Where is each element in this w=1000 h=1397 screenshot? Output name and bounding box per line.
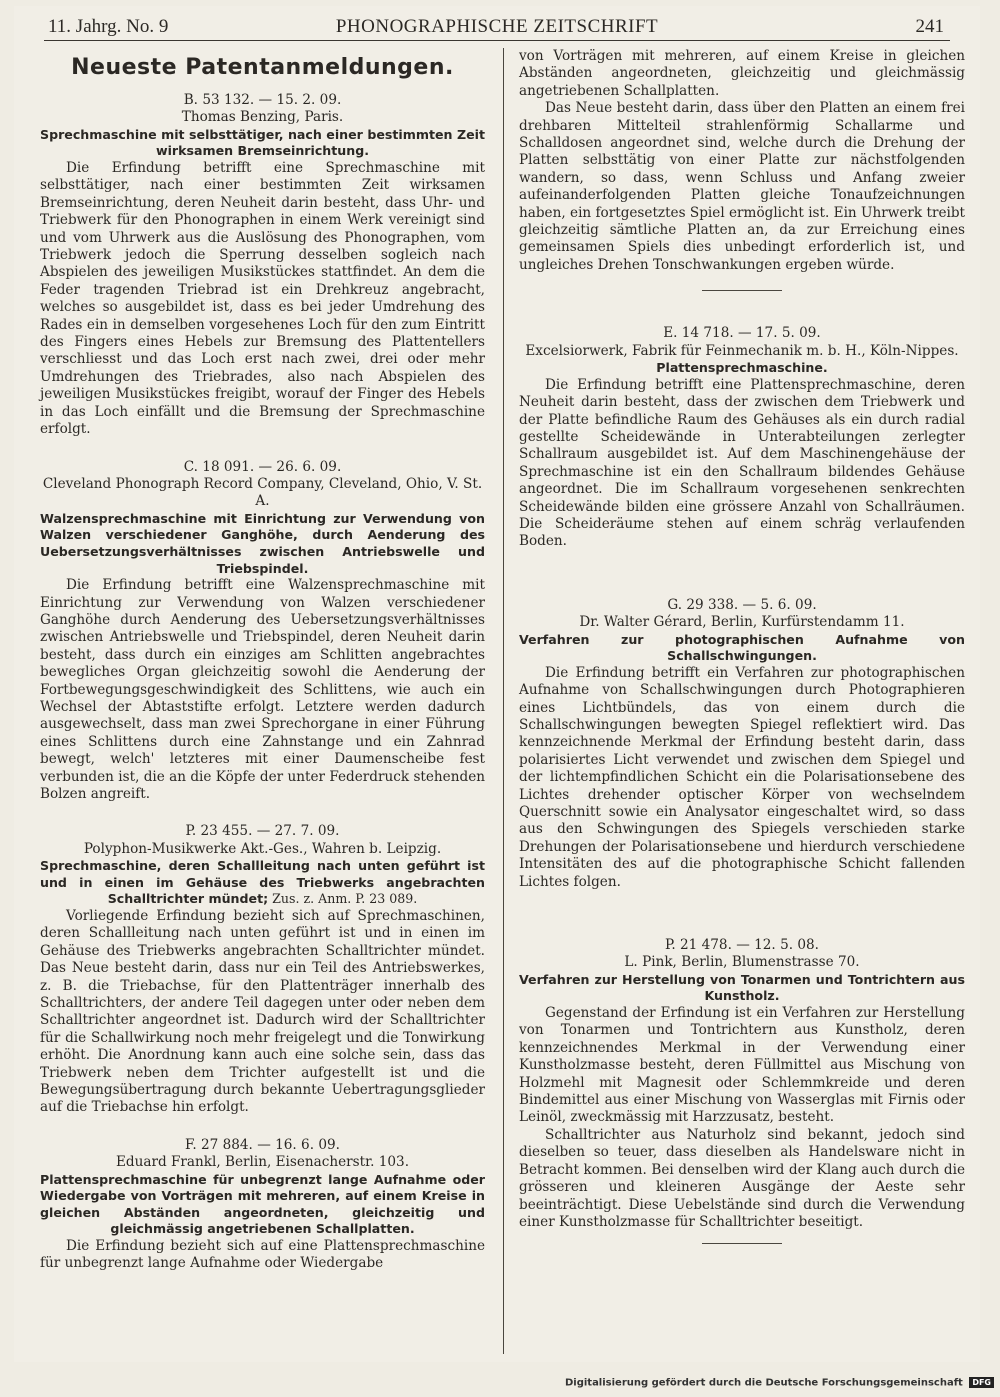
applicant: Excelsiorwerk, Fabrik für Feinmechanik m. b. H., Köln-Nippes. bbox=[525, 342, 959, 359]
application-number: P. 21 478. — 12. 5. 08. bbox=[664, 937, 819, 954]
patent-subject-note: Zus. z. Anm. P. 23 089. bbox=[268, 891, 418, 907]
applicant: L. Pink, Berlin, Blumenstrasse 70. bbox=[624, 954, 860, 971]
patent-subject-title: Sprechmaschine, deren Schallleitung nach unten geführt ist und in einen im Gehäuse des Triebwerks angebrachten Schalltrichter mündet; bbox=[40, 858, 485, 907]
right-column bbox=[519, 48, 965, 1278]
patent-description: Gegenstand der Erfindung ist ein Verfahren zur Herstellung von Tonarmen und Tontrichtern aus Kunstholz, deren kennzeichnendes Merkmal in der Verwendung einer Kunstholzmasse besteht, deren Füllmittel aus Mischung von Holzmehl mit Magnesit oder Schlemmkreide und deren Bindemittel aus einer Mischung von Wasserglas mit Firnis oder Leinöl, zweckmässig mit Harzzusatz, besteht. bbox=[519, 1005, 965, 1126]
section-title: Neueste Patentanmeldungen. bbox=[71, 55, 454, 80]
patent-entry bbox=[40, 1137, 485, 1273]
application-number: C. 18 091. — 26. 6. 09. bbox=[183, 458, 342, 475]
column-divider bbox=[503, 48, 504, 1354]
patent-entry bbox=[519, 325, 965, 550]
applicant: Thomas Benzing, Paris. bbox=[181, 109, 344, 126]
applicant: Dr. Walter Gérard, Berlin, Kurfürstendamm 11. bbox=[579, 614, 905, 631]
patent-description: Die Erfindung betrifft eine Sprechmaschine mit selbsttätiger, nach einer bestimmten Zeit wirksamen Bremseinrichtung, deren Neuheit darin besteht, dass Uhr- und Triebwerk für den Phonographen in einem Werk vereinigt sind und vom Uhrwerk aus die Auslösung des Phonographen, vom Triebwerk jedoch die Sperrung desselben sogleich nach Abspielen des jeweiligen Musikstückes stattfindet. An dem die Feder tragenden Triebrad ist ein Drehkreuz angebracht, welches so ausgebildet ist, dass es bei jeder Umdrehung des Rades ein in demselben vorgesehenes Loch für den zum Eintritt des Fingers eines Hebels zur Bremsung des Plattentellers verschliesst und das Loch erst nach zwei, drei oder mehr Umdrehungen des Triebrades, also nach Abspielen des jeweiligen Musikstückes freigibt, worauf der Finger des Hebels in das Loch einfällt und die Bremsung der Sprechmaschine erfolgt. bbox=[40, 160, 485, 438]
patent-description-continued: von Vorträgen mit mehreren, auf einem Kreise in gleichen Abständen angeordneten, gleichzeitig und gleichmässig angetriebenen Schallplatten. bbox=[519, 48, 965, 99]
patent-description: Die Erfindung betrifft eine Walzensprechmaschine mit Einrichtung zur Verwendung von Walzen verschiedener Ganghöhe durch Aenderung des Uebersetzungsverhältnisses zwischen Antriebswelle und Triebspindel, deren Neuheit darin besteht, dass durch ein einziges am Schlitten angebrachtes bewegliches Organ gleichzeitig sowohl die Aenderung der Fortbewegungsgeschwindigkeit des Schlittens, wie auch ein Wechsel der Abtaststifte erfolgt. Letztere werden dadurch ausgewechselt, dass man zwei Sprechorgane in einer Führung eines Schlittens durch eine Zahnstange und ein Zahnrad bewegt, welch' letzteres mit einer Daumenscheibe fest verbunden ist, die an die Köpfe der unter Federdruck stehenden Bolzen angreift. bbox=[40, 577, 485, 802]
patent-description: Vorliegende Erfindung bezieht sich auf Sprechmaschinen, deren Schallleitung nach unten geführt ist und in einen im Gehäuse des Triebwerks angebrachten Schalltrichter mündet. Das Neue besteht darin, dass nur ein Teil des Antriebswerkes, z. B. die Triebachse, für den Plattenträger innerhalb des Schalltrichters, der andere Teil dagegen unter oder neben dem Schalltrichter angeordnet ist. Dadurch wird der Schalltrichter für die Schallwirkung noch mehr freigelegt und die Tonwirkung erhöht. Die Anordnung kann auch eine solche sein, dass das Triebwerk neben dem Trichter aufgestellt ist und die Bewegungsübertragung durch bekannte Uebertragungsglieder auf die Triebachse hin erfolgt. bbox=[40, 907, 485, 1116]
application-number: G. 29 338. — 5. 6. 09. bbox=[667, 596, 817, 613]
application-number: P. 23 455. — 27. 7. 09. bbox=[185, 823, 340, 840]
digitization-credit bbox=[565, 1377, 994, 1389]
page bbox=[14, 6, 980, 1362]
journal-title: PHONOGRAPHISCHE ZEITSCHRIFT bbox=[335, 16, 659, 37]
left-column bbox=[40, 48, 485, 1273]
patent-description: Die Erfindung betrifft eine Plattensprechmaschine, deren Neuheit darin besteht, dass der zwischen dem Triebwerk und der Platte befindliche Raum des Gehäuses als ein durch radial gestellte Scheidewände in Unterabteilungen zerlegter Schallraum ausgebildet ist. Auf dem Maschinengehäuse der Sprechmaschine ist ein den Schallraum bildendes Gehäuse angeordnet. Die im Schallraum vorgesehenen senkrechten Scheidewände bilden eine grössere Anzahl von Schallräumen. Die Scheideräume stehen auf einem schräg verlaufenden Boden. bbox=[519, 376, 965, 550]
application-number: F. 27 884. — 16. 6. 09. bbox=[185, 1136, 340, 1153]
patent-subject: Sprechmaschine mit selbsttätiger, nach einer bestimmten Zeit wirksamen Bremseinrichtung. bbox=[40, 126, 485, 159]
page-number: 241 bbox=[915, 16, 944, 37]
application-number: E. 14 718. — 17. 5. 09. bbox=[663, 325, 821, 342]
running-header bbox=[44, 12, 950, 41]
applicant: Polyphon-Musikwerke Akt.-Ges., Wahren b. Leipzig. bbox=[83, 840, 442, 857]
end-rule bbox=[702, 1243, 782, 1244]
patent-description: Die Erfindung betrifft ein Verfahren zur photographischen Aufnahme von Schallschwingungen durch Photographieren eines Lichtbündels, das von einem durch die Schallschwingungen bewegten Spiegel reflektiert wird. Das kennzeichnende Merkmal der Erfindung besteht darin, dass polarisiertes Licht verwendet und zwischen dem Spiegel und der lichtempfindlichen Schicht ein die Polarisationsebene des Lichtes drehender optischer Körper von wechselndem Querschnitt sowie ein Analysator eingeschaltet wird, so dass aus den Schwingungen des Spiegels verschieden starke Drehungen der Polarisationsebene und hierdurch verschiedene Intensitäten des auf die photographische Schicht fallenden Lichtes folgen. bbox=[519, 664, 965, 890]
patent-subject bbox=[40, 858, 485, 908]
patent-subject: Walzensprechmaschine mit Einrichtung zur Verwendung von Walzen verschiedener Ganghöhe, durch Aenderung des Uebersetzungsverhältnisses zwischen Antriebswelle und Triebspindel. bbox=[40, 510, 485, 576]
patent-subject: Verfahren zur photographischen Aufnahme von Schallschwingungen. bbox=[519, 631, 965, 664]
volume-issue: 11. Jahrg. No. 9 bbox=[48, 16, 169, 37]
patent-entry bbox=[40, 92, 485, 439]
patent-entry bbox=[40, 823, 485, 1116]
patent-entry bbox=[40, 459, 485, 804]
patent-subject: Plattensprechmaschine. bbox=[656, 360, 828, 376]
patent-entry bbox=[519, 597, 965, 891]
patent-entry bbox=[519, 937, 965, 1231]
applicant: Cleveland Phonograph Record Company, Cleveland, Ohio, V. St. A. bbox=[42, 475, 483, 510]
dfg-logo-icon: DFG bbox=[969, 1377, 994, 1388]
applicant: Eduard Frankl, Berlin, Eisenacherstr. 103. bbox=[115, 1154, 410, 1171]
patent-subject: Plattensprechmaschine für unbegrenzt lange Aufnahme oder Wiedergabe von Vorträgen mit mehreren, auf einem Kreise in gleichen Abständen angeordneten, gleichzeitig und gleichmässig angetriebenen Schallplatten. bbox=[40, 1171, 485, 1237]
patent-description: Schalltrichter aus Naturholz sind bekannt, jedoch sind dieselben so teuer, dass dieselben als Handelsware nicht in Betracht kommen. Bei denselben wird der Klang auch durch die grösseren und kleineren Ausgänge der Aeste sehr beeinträchtigt. Diese Uebelstände sind durch die Verwendung einer Kunstholzmasse für Schalltrichter beseitigt. bbox=[519, 1126, 965, 1230]
credit-text: Digitalisierung gefördert durch die Deutsche Forschungsgemeinschaft bbox=[564, 1377, 963, 1389]
patent-description: Die Erfindung bezieht sich auf eine Plattensprechmaschine für unbegrenzt lange Aufnahme oder Wiedergabe bbox=[40, 1238, 485, 1272]
application-number: B. 53 132. — 15. 2. 09. bbox=[183, 92, 342, 108]
section-rule bbox=[702, 290, 782, 291]
patent-subject: Verfahren zur Herstellung von Tonarmen und Tontrichtern aus Kunstholz. bbox=[519, 971, 965, 1004]
patent-description: Das Neue besteht darin, dass über den Platten an einem frei drehbaren Mittelteil strahlenförmig Schallarme und Schalldosen angeordnet sind, welche durch die Drehung der Platten selbsttätig von einer Platte zur nächstfolgenden wandern, so dass, wenn Schluss und Anfang zweier aufeinanderfolgenden Platten gleiche Tonaufzeichnungen haben, ein fortgesetztes Spiel ermöglicht ist. Ein Uhrwerk treibt gleichzeitig sämtliche Platten an, da zur Erreichung eines gemeinsamen Spiels dies unbedingt erforderlich ist, und ungleiches Drehen Tonschwankungen ergeben würde. bbox=[519, 100, 965, 273]
